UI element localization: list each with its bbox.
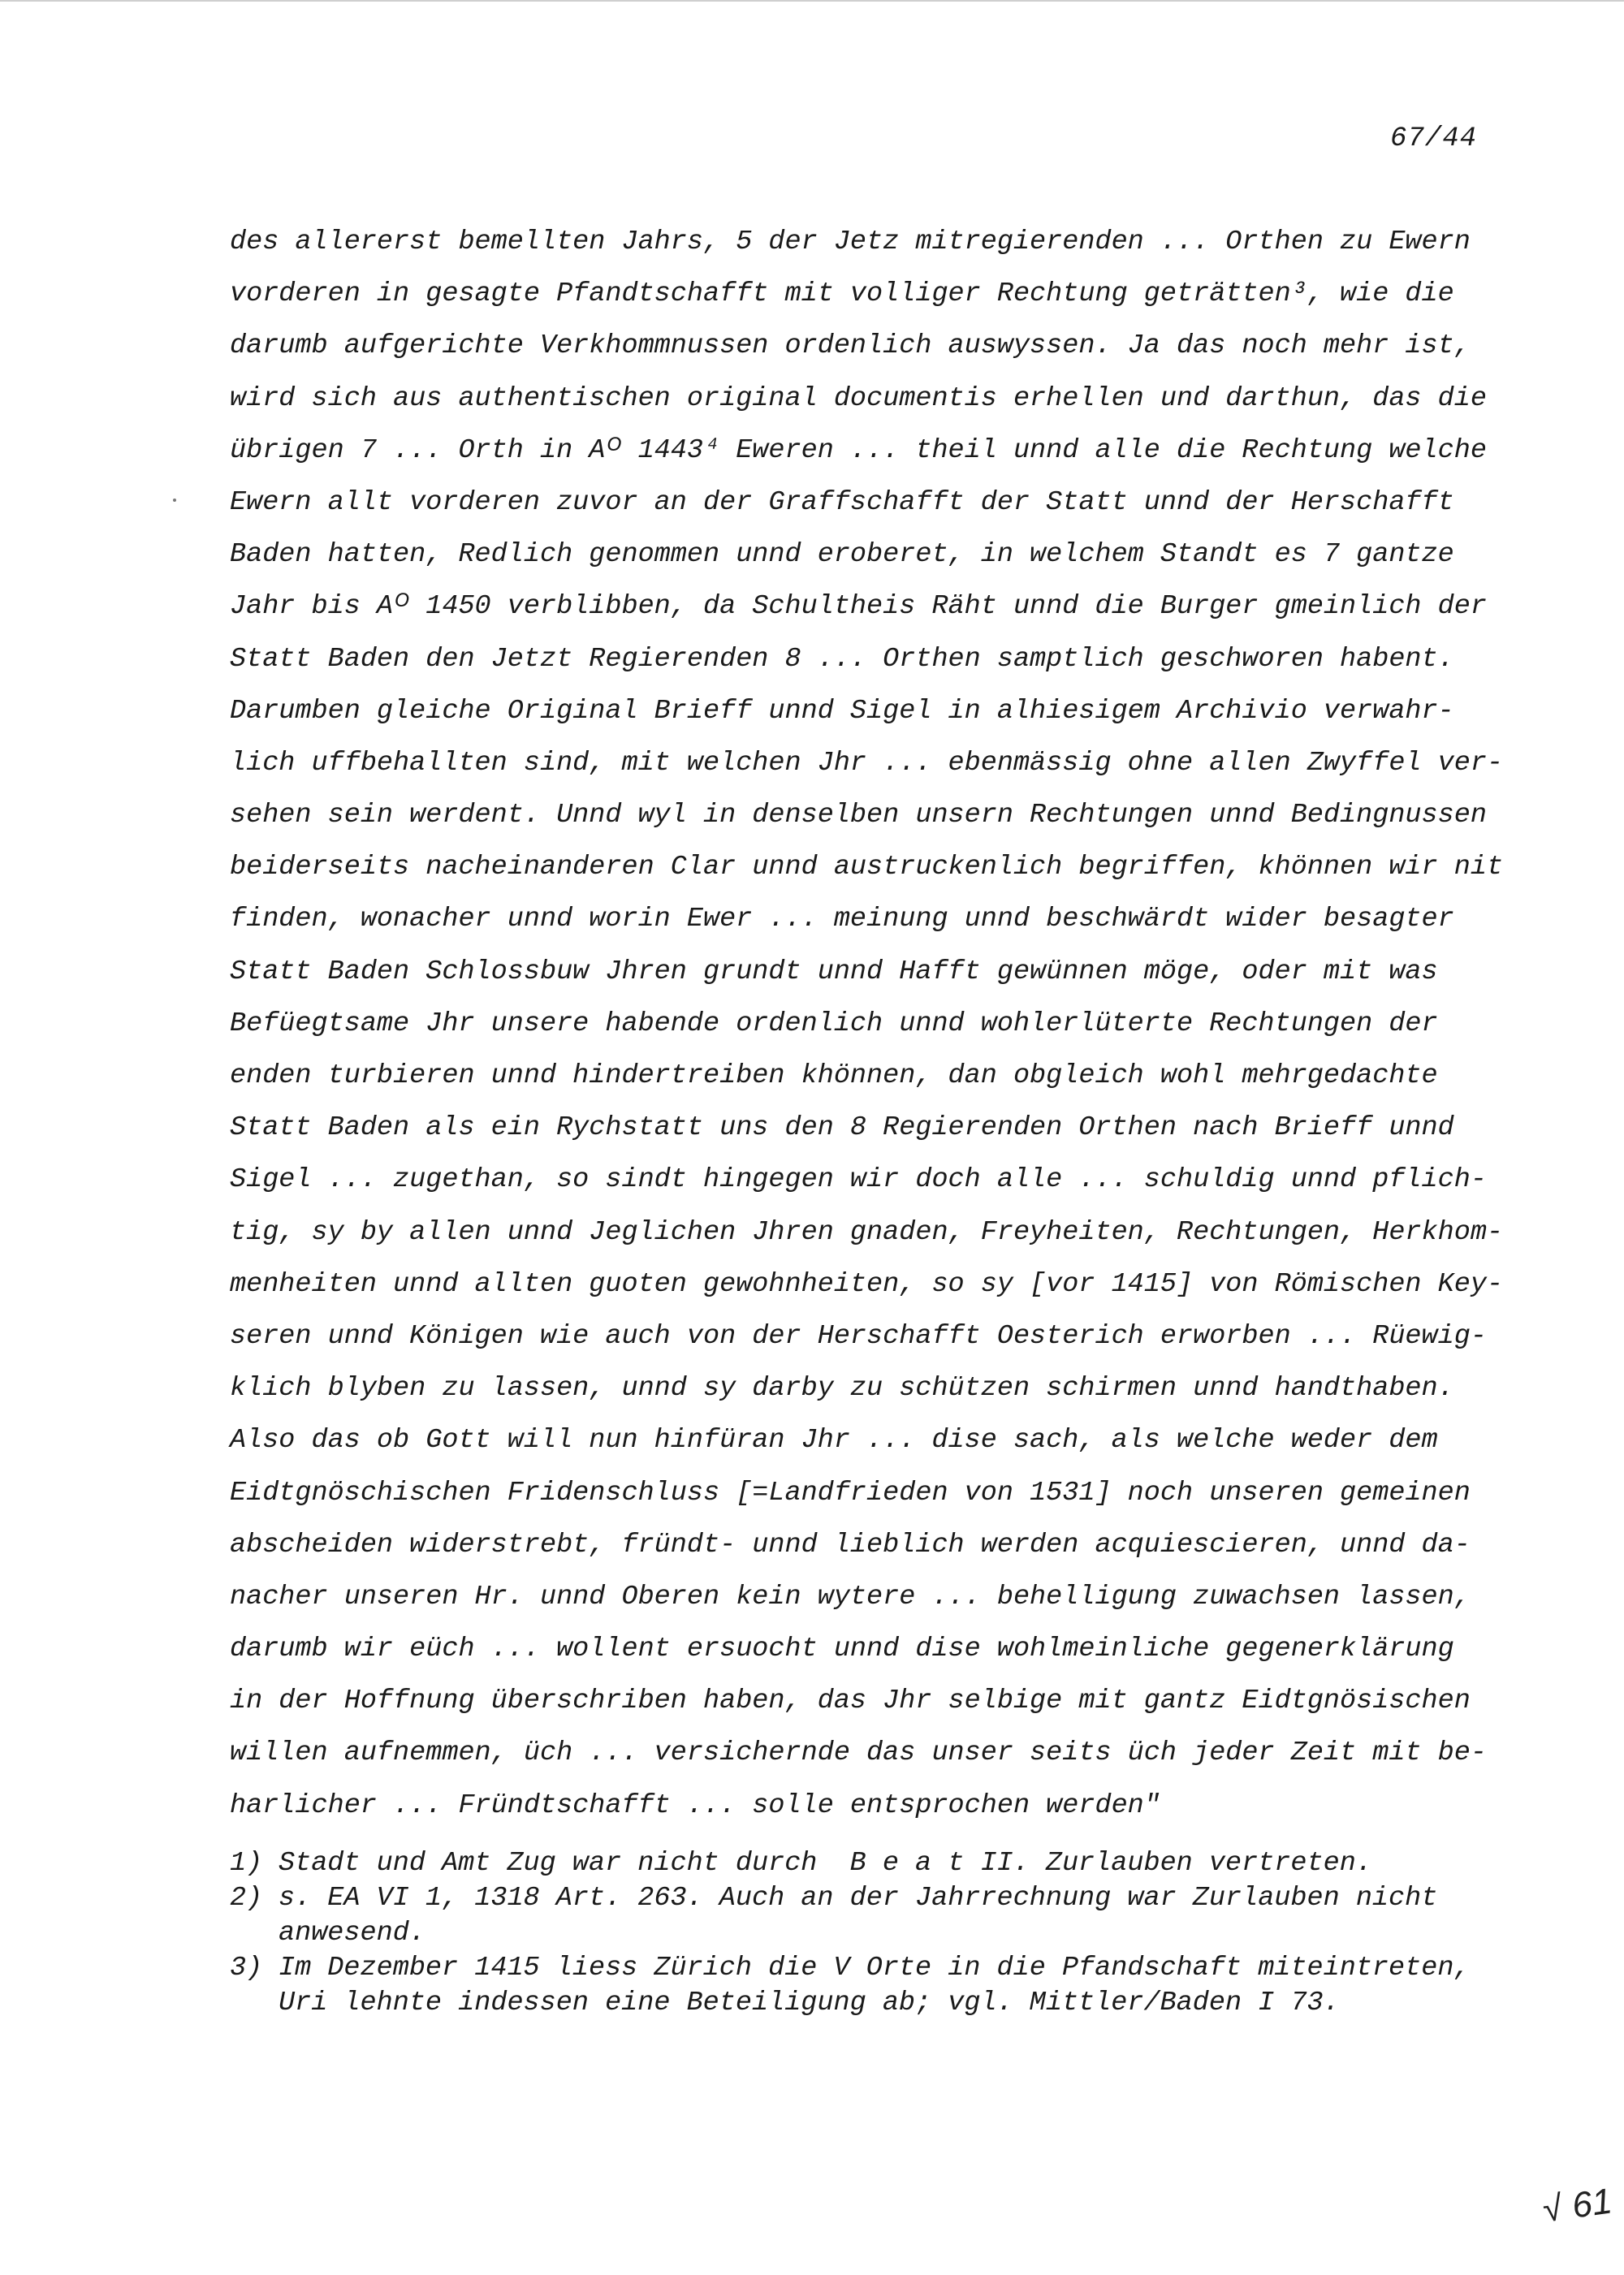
body-line: wird sich aus authentischen original documentis erhellen und darthun, das die — [230, 382, 1487, 414]
body-line: nacher unseren Hr. unnd Oberen kein wytere ... behelligung zuwachsen lassen, — [230, 1581, 1471, 1612]
body-line: menheiten unnd allten guoten gewohnheiten, so sy [vor 1415] von Römischen Key- — [230, 1268, 1504, 1300]
body-line: übrigen 7 ... Orth in Aᴼ 1443⁴ Eweren ... theil unnd alle die Rechtung welche — [230, 434, 1487, 466]
footnote-number: 3) — [230, 1953, 263, 1984]
footnote-text: Stadt und Amt Zug war nicht durch B e a t II. Zurlauben vertreten. — [279, 1848, 1372, 1879]
body-line: Statt Baden Schlossbuw Jhren grundt unnd Hafft gewünnen möge, oder mit was — [230, 956, 1438, 987]
body-line: Baden hatten, Redlich genommen unnd eroberet, in welchem Standt es 7 gantze — [230, 539, 1454, 571]
footnote-text: s. EA VI 1, 1318 Art. 263. Auch an der Jahrrechnung war Zurlauben nicht anwesend. — [279, 1883, 1438, 1949]
body-line: willen aufnemmen, üch ... versichernde das unser seits üch jeder Zeit mit be- — [230, 1738, 1487, 1769]
body-line: abscheiden widerstrebt, fründt- unnd lieblich werden acquiescieren, unnd da- — [230, 1529, 1471, 1561]
body-line: in der Hoffnung überschriben haben, das Jhr selbige mit gantz Eidtgnösischen — [230, 1686, 1471, 1717]
body-line: Also das ob Gott will nun hinfüran Jhr ... dise sach, als welche weder dem — [230, 1425, 1438, 1457]
body-line: Statt Baden als ein Rychstatt uns den 8 Regierenden Orthen nach Brieff unnd — [230, 1112, 1454, 1144]
page-number: 67/44 — [1390, 123, 1478, 154]
body-text — [230, 216, 1529, 1832]
body-line: Darumben gleiche Original Brieff unnd Sigel in alhiesigem Archivio verwahr- — [230, 695, 1454, 727]
body-line: klich blyben zu lassen, unnd sy darby zu schützen schirmen unnd handthaben. — [230, 1373, 1454, 1405]
body-line: Statt Baden den Jetzt Regierenden 8 ... Orthen samptlich geschworen habent. — [230, 643, 1454, 675]
margin-dot — [173, 499, 176, 502]
body-line: tig, sy by allen unnd Jeglichen Jhren gnaden, Freyheiten, Rechtungen, Herkhom- — [230, 1216, 1504, 1248]
footnote — [230, 1846, 1529, 1881]
footnote-number: 1) — [230, 1848, 263, 1879]
handwritten-archive-mark: √ 61 — [1540, 2181, 1615, 2230]
body-line: Ewern allt vorderen zuvor an der Graffschafft der Statt unnd der Herschafft — [230, 486, 1454, 518]
body-line: beiderseits nacheinanderen Clar unnd austruckenlich begriffen, khönnen wir nit — [230, 852, 1504, 883]
body-line: vorderen in gesagte Pfandtschafft mit volliger Rechtung geträtten³, wie die — [230, 278, 1454, 310]
body-line: harlicher ... Fründtschafft ... solle entsprochen werden" — [230, 1789, 1160, 1821]
body-line: lich uffbehallten sind, mit welchen Jhr ... ebenmässig ohne allen Zwyffel ver- — [230, 747, 1504, 779]
footnotes — [230, 1846, 1529, 2021]
body-line: Befüegtsame Jhr unsere habende ordenlich unnd wohlerlüterte Rechtungen der — [230, 1008, 1438, 1039]
footnote-text: Im Dezember 1415 liess Zürich die V Orte in die Pfandschaft miteintreten, Uri lehnte indessen eine Beteiligung ab; vgl. Mittler/Baden I 73. — [279, 1953, 1471, 2018]
body-line: des allererst bemellten Jahrs, 5 der Jetz mitregierenden ... Orthen zu Ewern — [230, 227, 1471, 257]
body-line: Sigel ... zugethan, so sindt hingegen wir doch alle ... schuldig unnd pflich- — [230, 1164, 1487, 1196]
body-line: sehen sein werdent. Unnd wyl in denselben unsern Rechtungen unnd Bedingnussen — [230, 800, 1487, 831]
body-line: finden, wonacher unnd worin Ewer ... meinung unnd beschwärdt wider besagter — [230, 904, 1454, 935]
body-line: Jahr bis Aᴼ 1450 verblibben, da Schultheis Räht unnd die Burger gmeinlich der — [230, 591, 1487, 623]
body-line: Eidtgnöschischen Fridenschluss [=Landfrieden von 1531] noch unseren gemeinen — [230, 1477, 1471, 1509]
body-line: darumb aufgerichte Verkhommnussen ordenlich auswyssen. Ja das noch mehr ist, — [230, 330, 1471, 362]
body-line: enden turbieren unnd hindertreiben khönnen, dan obgleich wohl mehrgedachte — [230, 1060, 1438, 1091]
body-line: darumb wir eüch ... wollent ersuocht unnd dise wohlmeinliche gegenerklärung — [230, 1634, 1454, 1665]
footnote-number: 2) — [230, 1883, 263, 1914]
body-line: seren unnd Königen wie auch von der Herschafft Oesterich erworben ... Rüewig- — [230, 1320, 1487, 1352]
footnote — [230, 1881, 1529, 1951]
footnote — [230, 1951, 1529, 2021]
